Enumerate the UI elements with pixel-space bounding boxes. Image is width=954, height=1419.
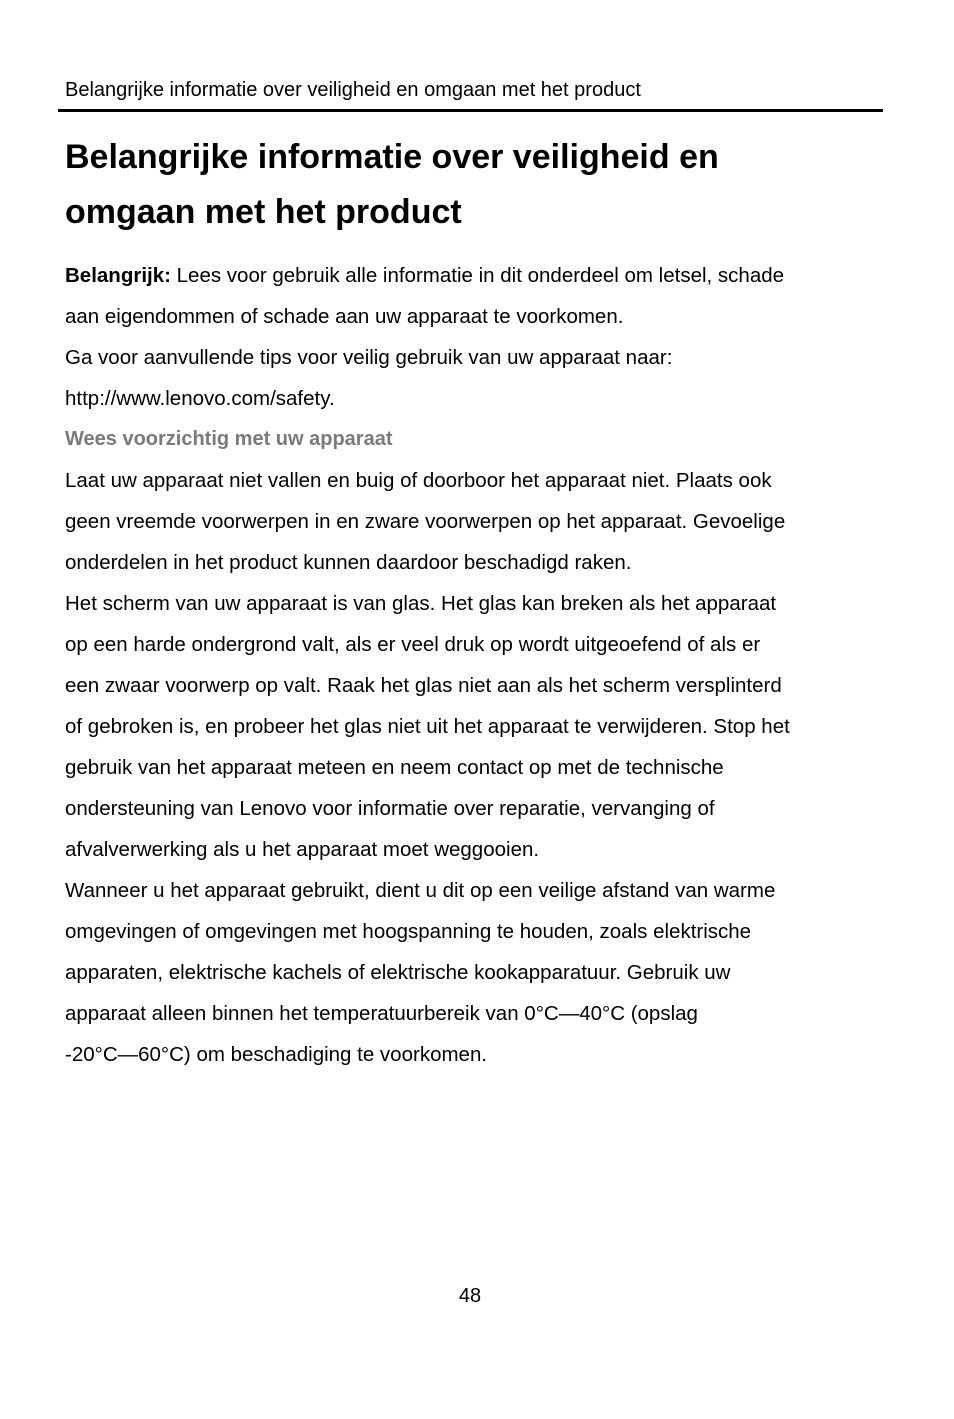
intro-line [65,255,895,296]
intro-line: Ga voor aanvullende tips voor veilig gebruik van uw apparaat naar: [65,346,673,369]
page-title [65,130,885,240]
page-content [65,255,895,1075]
body-line: geen vreemde voorwerpen in en zware voorwerpen op het apparaat. Gevoelige [65,510,786,533]
page-title-line-1: Belangrijke informatie over veiligheid en [65,138,719,176]
header-rule [58,109,883,112]
safety-link: http://www.lenovo.com/safety. [65,387,335,410]
body-line: apparaat alleen binnen het temperatuurbereik van 0°C—40°C (opslag [65,1002,698,1025]
body-line: Laat uw apparaat niet vallen en buig of doorboor het apparaat niet. Plaats ook [65,469,772,492]
page-number: 48 [458,1285,482,1307]
body-line: ondersteuning van Lenovo voor informatie over reparatie, vervanging of [65,797,715,820]
body-line: -20°C—60°C) om beschadiging te voorkomen. [65,1043,488,1066]
intro-text: Lees voor gebruik alle informatie in dit onderdeel om letsel, schade [170,264,785,287]
body-line: onderdelen in het product kunnen daardoor beschadigd raken. [65,551,632,574]
body-line: Het scherm van uw apparaat is van glas. Het glas kan breken als het apparaat [65,592,777,615]
body-line: omgevingen of omgevingen met hoogspanning te houden, zoals elektrische [65,920,752,943]
body-line: afvalverwerking als u het apparaat moet weggooien. [65,838,540,861]
intro-line: aan eigendommen of schade aan uw apparaat te voorkomen. [65,305,624,328]
body-line: of gebroken is, en probeer het glas niet uit het apparaat te verwijderen. Stop het [65,715,790,738]
body-line: een zwaar voorwerp op valt. Raak het glas niet aan als het scherm versplinterd [65,674,782,697]
important-label: Belangrijk: [65,264,171,287]
section-heading: Wees voorzichtig met uw apparaat [65,428,393,450]
body-line: gebruik van het apparaat meteen en neem contact op met de technische [65,756,724,779]
body-line: Wanneer u het apparaat gebruikt, dient u dit op een veilige afstand van warme [65,879,776,902]
page-title-line-2: omgaan met het product [65,193,462,231]
body-line: op een harde ondergrond valt, als er veel druk op wordt uitgeoefend of als er [65,633,761,656]
running-header: Belangrijke informatie over veiligheid en omgaan met het product [65,79,641,101]
body-line: apparaten, elektrische kachels of elektrische kookapparatuur. Gebruik uw [65,961,731,984]
